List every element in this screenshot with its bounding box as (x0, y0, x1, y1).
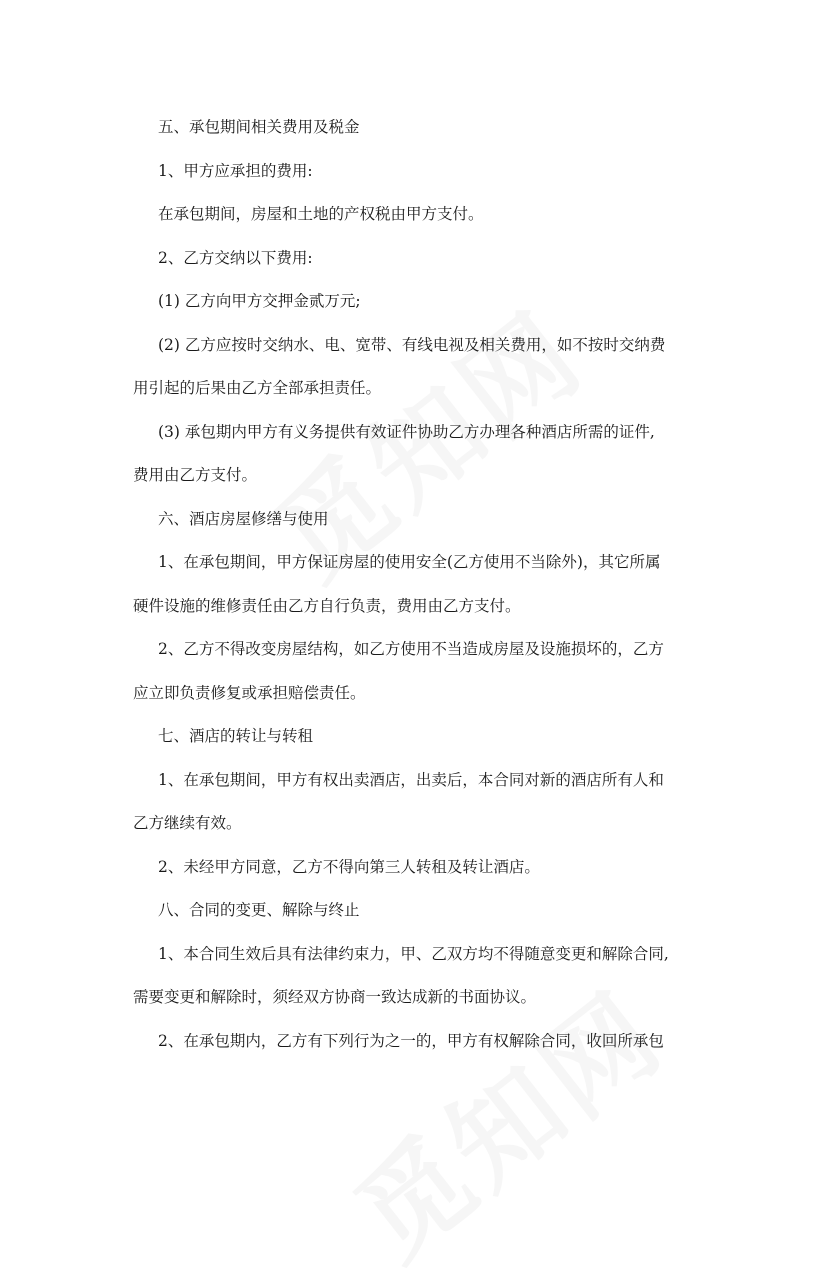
paragraph-line: (3) 承包期内甲方有义务提供有效证件协助乙方办理各种酒店所需的证件, (158, 422, 655, 441)
paragraph-line: 1、本合同生效后具有法律约束力，甲、乙双方均不得随意变更和解除合同, (158, 944, 669, 963)
paragraph-line: 七、酒店的转让与转租 (158, 727, 314, 745)
paragraph-line: 1、甲方应承担的费用: (158, 161, 313, 180)
paragraph-line: 六、酒店房屋修缮与使用 (158, 509, 329, 528)
paragraph-line: 五、承包期间相关费用及税金 (158, 118, 360, 136)
paragraph-line: (2) 乙方应按时交纳水、电、宽带、有线电视及相关费用，如不按时交纳费 (158, 335, 666, 354)
paragraph-line: 八、合同的变更、解除与终止 (158, 901, 360, 919)
paragraph-continuation-line: 用引起的后果由乙方全部承担责任。 (133, 379, 382, 397)
paragraph-continuation-line: 需要变更和解除时，须经双方协商一致达成新的书面协议。 (133, 988, 537, 1006)
paragraph-continuation-line: 应立即负责修复或承担赔偿责任。 (133, 683, 366, 702)
paragraph-line: 2、乙方不得改变房屋结构，如乙方使用不当造成房屋及设施损坏的，乙方 (158, 640, 664, 658)
paragraph-line: 2、未经甲方同意，乙方不得向第三人转租及转让酒店。 (158, 857, 540, 876)
paragraph-line: 2、在承包期内，乙方有下列行为之一的，甲方有权解除合同，收回所承包 (158, 1031, 664, 1050)
paragraph-line: 在承包期间，房屋和土地的产权税由甲方支付。 (158, 205, 484, 223)
document-body (133, 106, 704, 1063)
paragraph-continuation-line: 费用由乙方支付。 (133, 466, 258, 484)
paragraph-continuation-line: 硬件设施的维修责任由乙方自行负责，费用由乙方支付。 (133, 596, 521, 615)
paragraph-continuation-line: 乙方继续有效。 (133, 814, 242, 832)
paragraph-line: 1、在承包期间，甲方保证房屋的使用安全(乙方使用不当除外)，其它所属 (158, 553, 661, 571)
paragraph-line: 1、在承包期间，甲方有权出卖酒店，出卖后，本合同对新的酒店所有人和 (158, 770, 664, 789)
paragraph-line: 2、乙方交纳以下费用: (158, 248, 313, 267)
paragraph-line: (1) 乙方向甲方交押金贰万元; (158, 292, 361, 310)
